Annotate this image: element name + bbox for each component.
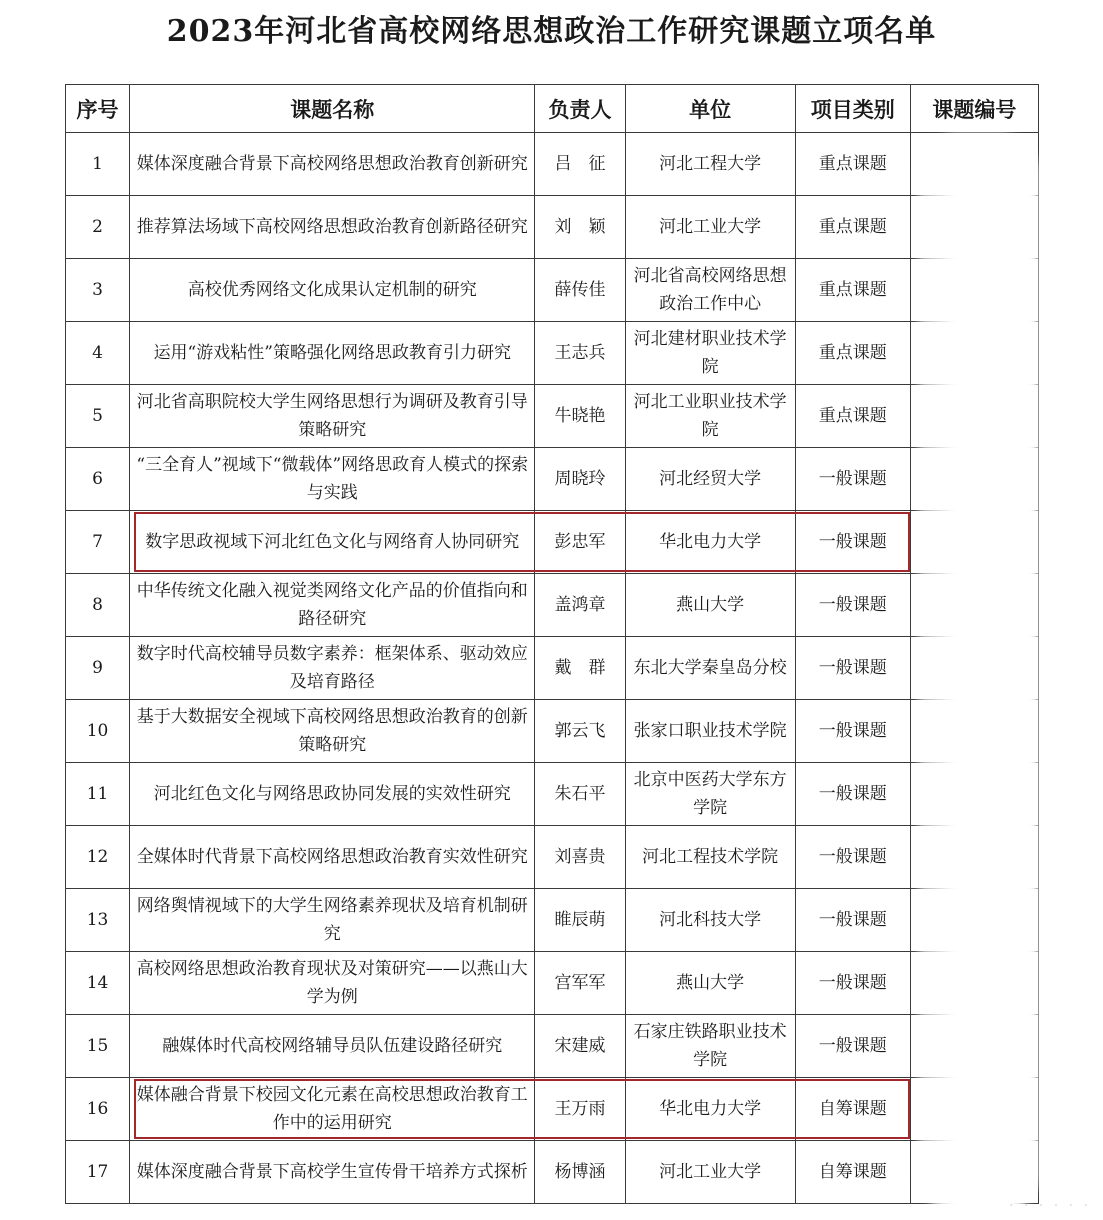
project-title: 媒体深度融合背景下高校学生宣传骨干培养方式探析 [130,1141,535,1204]
table-row [66,385,1039,448]
project-category: 重点课题 [795,196,910,259]
table-row [66,763,1039,826]
table-row [66,259,1039,322]
project-category: 一般课题 [795,952,910,1015]
table-row [66,133,1039,196]
project-title: 融媒体时代高校网络辅导员队伍建设路径研究 [130,1015,535,1078]
project-title: 河北红色文化与网络思政协同发展的实效性研究 [130,763,535,826]
table-header-row [66,85,1039,133]
row-number: 6 [66,448,130,511]
row-number: 16 [66,1078,130,1141]
project-leader: 宋建威 [535,1015,625,1078]
row-number: 9 [66,637,130,700]
row-number: 11 [66,763,130,826]
row-number: 4 [66,322,130,385]
project-unit: 河北建材职业技术学院 [625,322,795,385]
project-unit: 河北工业大学 [625,196,795,259]
project-leader: 薛传佳 [535,259,625,322]
table-row [66,700,1039,763]
project-leader: 周晓玲 [535,448,625,511]
project-category: 重点课题 [795,133,910,196]
project-category: 一般课题 [795,637,910,700]
row-number: 5 [66,385,130,448]
table-row [66,1141,1039,1204]
project-unit: 华北电力大学 [625,511,795,574]
project-category: 一般课题 [795,889,910,952]
project-title: “三全育人”视域下“微载体”网络思政育人模式的探索与实践 [130,448,535,511]
table-row [66,196,1039,259]
project-title: 中华传统文化融入视觉类网络文化产品的价值指向和路径研究 [130,574,535,637]
project-leader: 郭云飞 [535,700,625,763]
project-unit: 燕山大学 [625,574,795,637]
row-number: 3 [66,259,130,322]
project-leader: 刘喜贵 [535,826,625,889]
row-number: 13 [66,889,130,952]
project-title: 运用“游戏粘性”策略强化网络思政教育引力研究 [130,322,535,385]
project-category: 一般课题 [795,448,910,511]
project-title: 媒体深度融合背景下高校网络思想政治教育创新研究 [130,133,535,196]
table-row [66,1015,1039,1078]
project-unit: 河北工业职业技术学院 [625,385,795,448]
row-number: 15 [66,1015,130,1078]
project-unit: 燕山大学 [625,952,795,1015]
project-title: 高校优秀网络文化成果认定机制的研究 [130,259,535,322]
project-leader: 戴 群 [535,637,625,700]
table-row [66,637,1039,700]
row-number: 12 [66,826,130,889]
project-title: 河北省高职院校大学生网络思想行为调研及教育引导策略研究 [130,385,535,448]
row-number: 7 [66,511,130,574]
project-unit: 河北工业大学 [625,1141,795,1204]
project-category: 自筹课题 [795,1141,910,1204]
table-row [66,322,1039,385]
project-category: 自筹课题 [795,1078,910,1141]
header-leader: 负责人 [535,85,625,133]
project-unit: 河北工程大学 [625,133,795,196]
table-row [66,826,1039,889]
row-number: 8 [66,574,130,637]
project-title: 高校网络思想政治教育现状及对策研究——以燕山大学为例 [130,952,535,1015]
project-unit: 北京中医药大学东方学院 [625,763,795,826]
table-row [66,952,1039,1015]
project-unit: 河北经贸大学 [625,448,795,511]
redacted-code-column [918,134,1038,1214]
project-unit: 华北电力大学 [625,1078,795,1141]
row-number: 2 [66,196,130,259]
table-row [66,511,1039,574]
table-row [66,1078,1039,1141]
row-number: 17 [66,1141,130,1204]
row-number: 14 [66,952,130,1015]
header-no: 序号 [66,85,130,133]
project-list-table [65,84,1039,1204]
project-category: 一般课题 [795,511,910,574]
project-title: 网络舆情视域下的大学生网络素养现状及培育机制研究 [130,889,535,952]
project-unit: 河北工程技术学院 [625,826,795,889]
project-category: 一般课题 [795,574,910,637]
project-category: 重点课题 [795,385,910,448]
table-row [66,574,1039,637]
project-category: 重点课题 [795,322,910,385]
project-category: 一般课题 [795,700,910,763]
project-title: 推荐算法场域下高校网络思想政治教育创新路径研究 [130,196,535,259]
project-leader: 彭忠军 [535,511,625,574]
project-category: 一般课题 [795,1015,910,1078]
watermark: · · · · · · [1009,1198,1091,1214]
project-category: 一般课题 [795,763,910,826]
project-leader: 盖鸿章 [535,574,625,637]
table-row [66,889,1039,952]
project-leader: 王万雨 [535,1078,625,1141]
row-number: 1 [66,133,130,196]
project-unit: 石家庄铁路职业技术学院 [625,1015,795,1078]
project-category: 一般课题 [795,826,910,889]
project-leader: 王志兵 [535,322,625,385]
project-title: 全媒体时代背景下高校网络思想政治教育实效性研究 [130,826,535,889]
project-leader: 吕 征 [535,133,625,196]
header-code: 课题编号 [910,85,1038,133]
project-title: 基于大数据安全视域下高校网络思想政治教育的创新策略研究 [130,700,535,763]
project-leader: 宫军军 [535,952,625,1015]
project-category: 重点课题 [795,259,910,322]
project-title: 媒体融合背景下校园文化元素在高校思想政治教育工作中的运用研究 [130,1078,535,1141]
project-unit: 东北大学秦皇岛分校 [625,637,795,700]
project-title: 数字时代高校辅导员数字素养：框架体系、驱动效应及培育路径 [130,637,535,700]
header-unit: 单位 [625,85,795,133]
project-unit: 河北科技大学 [625,889,795,952]
project-leader: 牛晓艳 [535,385,625,448]
project-leader: 朱石平 [535,763,625,826]
table-row [66,448,1039,511]
row-number: 10 [66,700,130,763]
project-unit: 张家口职业技术学院 [625,700,795,763]
project-unit: 河北省高校网络思想政治工作中心 [625,259,795,322]
project-leader: 杨博涵 [535,1141,625,1204]
page-title: 2023年河北省高校网络思想政治工作研究课题立项名单 [166,14,937,49]
project-title: 数字思政视域下河北红色文化与网络育人协同研究 [130,511,535,574]
header-title: 课题名称 [130,85,535,133]
project-leader: 刘 颖 [535,196,625,259]
project-leader: 睢辰萌 [535,889,625,952]
header-category: 项目类别 [795,85,910,133]
